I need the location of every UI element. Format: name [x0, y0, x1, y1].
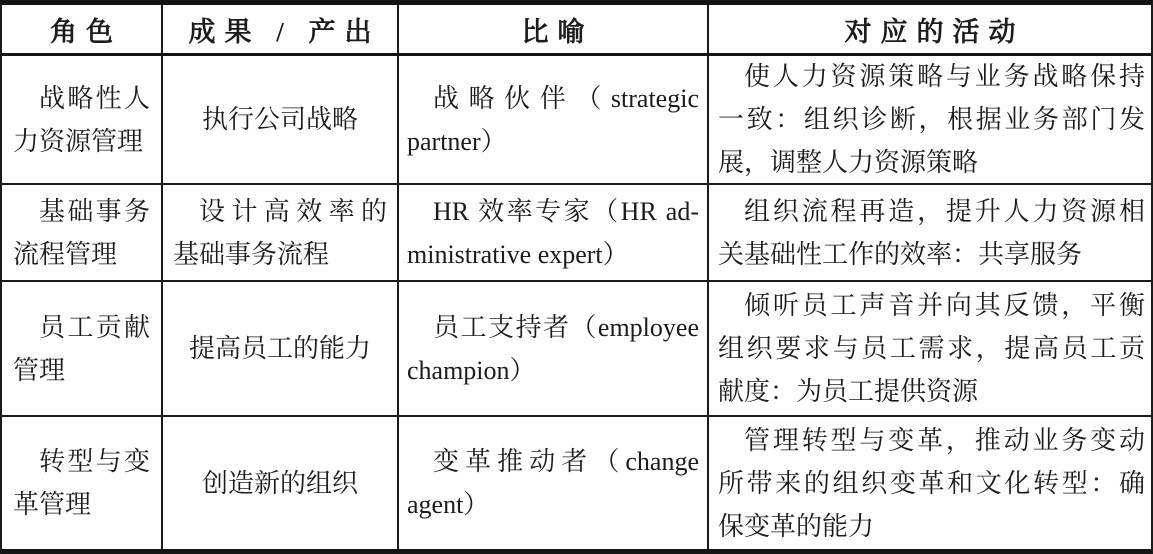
cell-role: 员工贡献 管理: [2, 280, 161, 415]
cell-metaphor: 战略伙伴（strategic partner）: [397, 53, 707, 183]
cell-output: 创造新的组织: [161, 415, 397, 549]
cell-metaphor: 变革推动者（change agent）: [397, 415, 707, 549]
cell-role: 转型与变 革管理: [2, 415, 161, 549]
cell-activities: 倾听员工声音并向其反馈，平衡 组织要求与员工需求，提高员工贡 献度：为员工提供资源: [707, 280, 1151, 415]
cell-output: 执行公司战略: [161, 53, 397, 183]
header-cell-metaphor: 比喻: [397, 5, 707, 53]
cell-activities: 管理转型与变革，推动业务变动 所带来的组织变革和文化转型：确 保变革的能力: [707, 415, 1151, 549]
cell-role: 基础事务 流程管理: [2, 183, 161, 280]
cell-metaphor: HR 效率专家（HR ad- ministrative expert）: [397, 183, 707, 280]
header-cell-activities: 对应的活动: [707, 5, 1151, 53]
cell-output: 设计高效率的 基础事务流程: [161, 183, 397, 280]
header-cell-role: 角色: [50, 16, 122, 47]
cell-activities: 组织流程再造，提升人力资源相 关基础性工作的效率：共享服务: [707, 183, 1151, 280]
cell-role: 战略性人 力资源管理: [2, 53, 161, 183]
cell-metaphor: 员工支持者（employee champion）: [397, 280, 707, 415]
cell-activities: 使人力资源策略与业务战略保持 一致：组织诊断，根据业务部门发 展，调整人力资源策略: [707, 53, 1151, 183]
header-cell-output: 成果 / 产出: [161, 5, 397, 53]
cell-output: 提高员工的能力: [161, 280, 397, 415]
